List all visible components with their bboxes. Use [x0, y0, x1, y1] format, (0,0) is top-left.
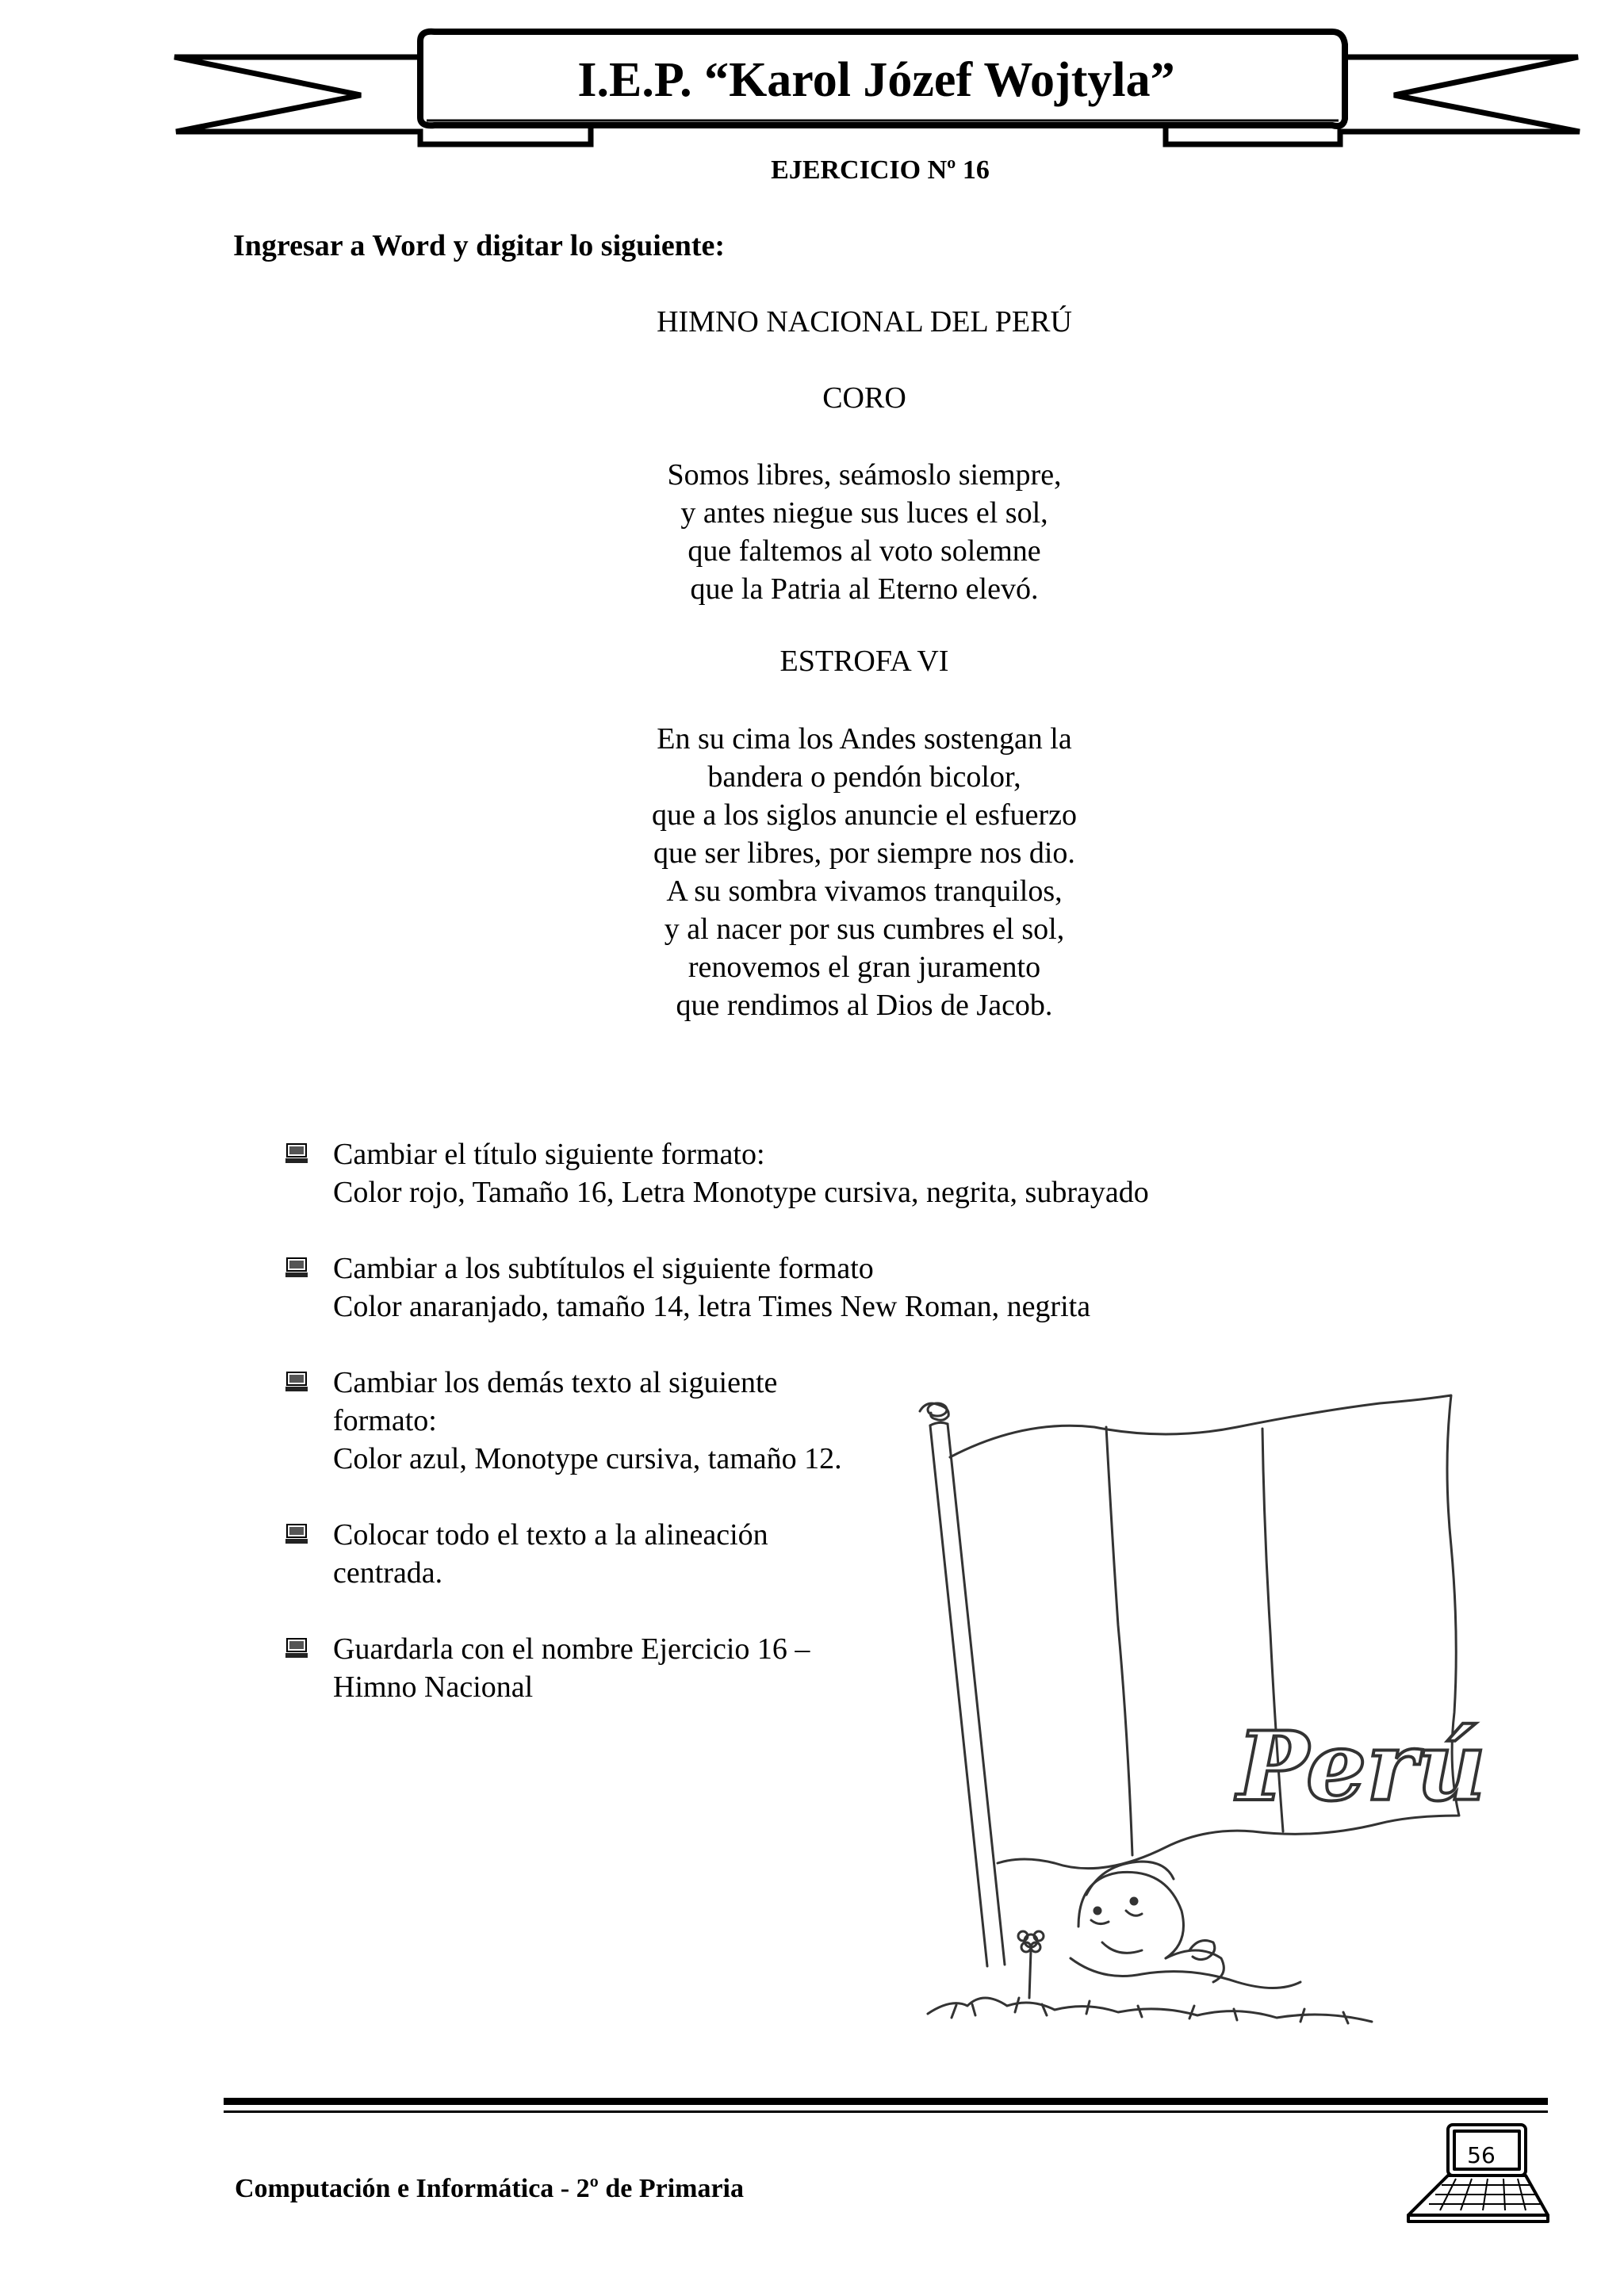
exercise-number: EJERCICIO Nº 16	[771, 155, 990, 185]
task-line: Guardarla con el nombre Ejercicio 16 –	[333, 1632, 810, 1666]
task-text	[333, 1630, 810, 1706]
task-text	[333, 1364, 842, 1478]
verse-line: renovemos el gran juramento	[688, 951, 1041, 984]
estrofa-verse	[539, 720, 1189, 1024]
task-line: formato:	[333, 1404, 437, 1437]
computer-icon	[285, 1372, 308, 1392]
coro-title: CORO	[822, 381, 906, 415]
verse-line: En su cima los Andes sostengan la	[657, 722, 1072, 756]
exercise-instruction: Ingresar a Word y digitar lo siguiente:	[233, 229, 726, 262]
computer-icon	[285, 1638, 308, 1659]
verse-line: y antes niegue sus luces el sol,	[680, 496, 1048, 530]
task-line: Himno Nacional	[333, 1670, 534, 1704]
task-line: centrada.	[333, 1556, 443, 1590]
task-line: Color rojo, Tamaño 16, Letra Monotype cursiva, negrita, subrayado	[333, 1176, 1149, 1209]
verse-line: que ser libres, por siempre nos dio.	[653, 836, 1075, 870]
task-line: Colocar todo el texto a la alineación	[333, 1518, 768, 1552]
verse-line: que faltemos al voto solemne	[688, 534, 1041, 568]
verse-line: bandera o pendón bicolor,	[707, 760, 1021, 794]
laptop-icon	[1392, 2122, 1551, 2225]
verse-line: que a los siglos anuncie el esfuerzo	[651, 798, 1078, 832]
school-name: I.E.P. “Karol Józef Wojtyla”	[577, 53, 1175, 107]
computer-icon	[285, 1524, 308, 1544]
footer-course: Computación e Informática - 2º de Primaria	[235, 2174, 744, 2203]
task-text	[333, 1249, 1090, 1326]
estrofa-title: ESTROFA VI	[779, 645, 949, 678]
task-line: Cambiar a los subtítulos el siguiente formato	[333, 1252, 874, 1285]
peru-flag-illustration	[904, 1372, 1507, 2069]
page-number: 56	[1467, 2142, 1496, 2168]
task-line: Color azul, Monotype cursiva, tamaño 12.	[333, 1442, 842, 1475]
task-text	[333, 1135, 1149, 1211]
verse-line: y al nacer por sus cumbres el sol,	[664, 913, 1065, 946]
coro-verse	[539, 456, 1189, 608]
anthem-title: HIMNO NACIONAL DEL PERÚ	[657, 305, 1072, 339]
verse-line: Somos libres, seámoslo siempre,	[667, 458, 1062, 492]
verse-line: que la Patria al Eterno elevó.	[690, 572, 1039, 606]
task-line: Color anaranjado, tamaño 14, letra Times New Roman, negrita	[333, 1290, 1091, 1323]
verse-line: que rendimos al Dios de Jacob.	[676, 989, 1053, 1022]
verse-line: A su sombra vivamos tranquilos,	[666, 874, 1063, 908]
task-text	[333, 1516, 768, 1592]
footer-rule	[224, 2110, 1548, 2113]
computer-icon	[285, 1143, 308, 1164]
computer-icon	[285, 1257, 308, 1278]
flag-caption: Perú	[1237, 1711, 1486, 1823]
footer-rule	[224, 2098, 1548, 2105]
task-line: Cambiar los demás texto al siguiente	[333, 1366, 778, 1399]
task-line: Cambiar el título siguiente formato:	[333, 1138, 765, 1171]
